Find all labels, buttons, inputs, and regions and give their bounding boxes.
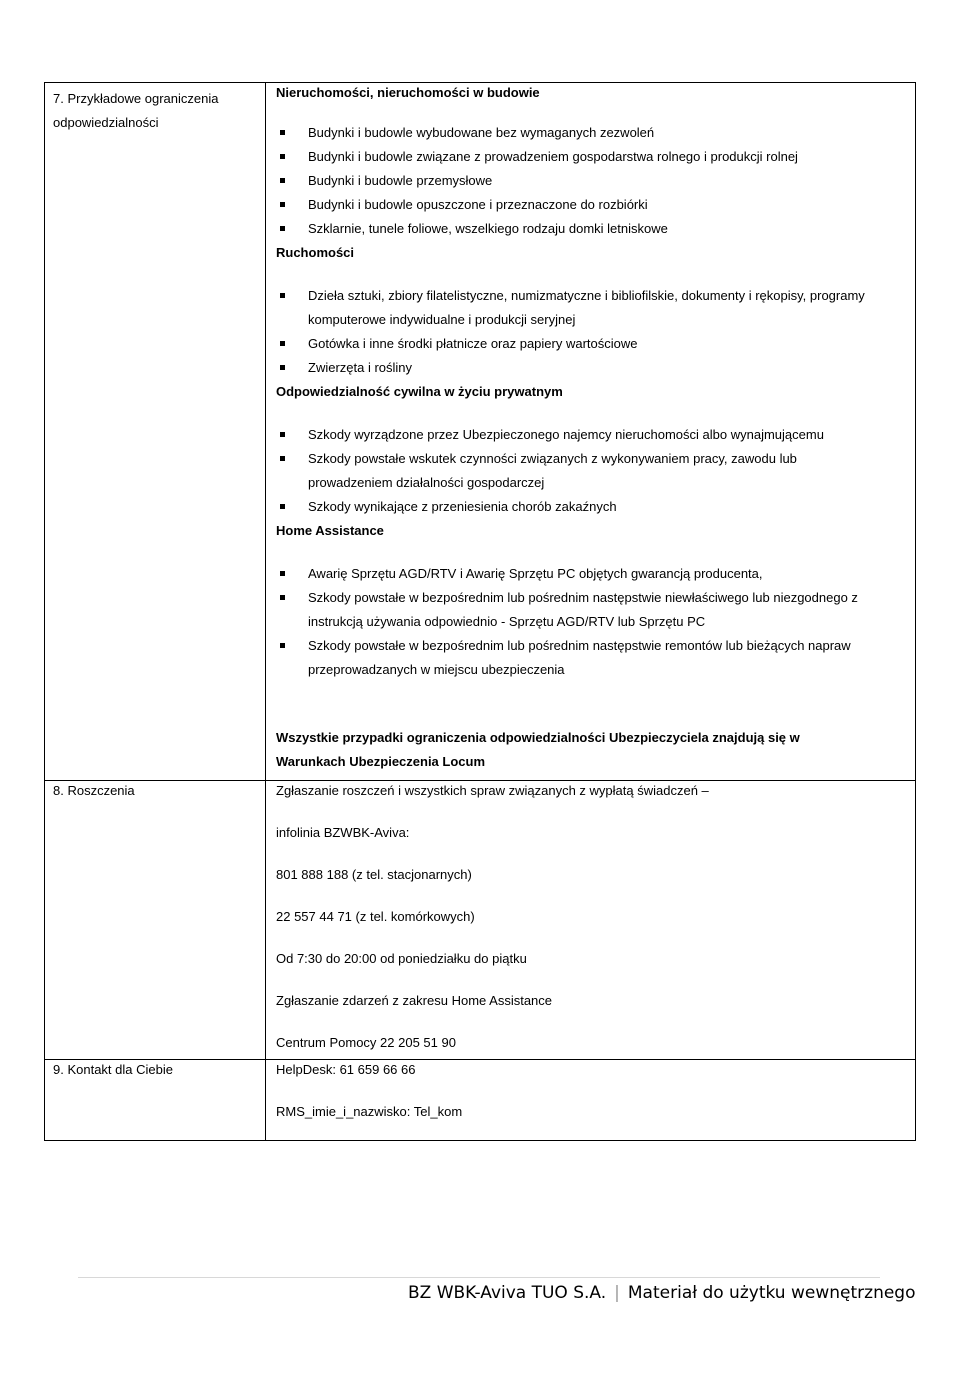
list-item-line: komputerowe indywidualne i produkcji seryjnej <box>308 312 576 327</box>
list-item-line: prowadzeniem działalności gospodarczej <box>308 475 545 490</box>
summary-note <box>276 726 905 780</box>
group-title: Home Assistance <box>276 523 384 538</box>
footer-separator: | <box>614 1283 620 1303</box>
section-label-line: 8. Roszczenia <box>53 783 135 798</box>
list-item <box>276 284 905 332</box>
list-item: Szklarnie, tunele foliowe, wszelkiego rodzaju domki letniskowe <box>276 217 905 241</box>
table-row-claims <box>45 781 916 1060</box>
claims-help-center: Centrum Pomocy 22 205 51 90 <box>276 1035 456 1050</box>
list-item <box>276 586 905 634</box>
list-item <box>276 447 905 495</box>
section-label-contact <box>45 1060 266 1141</box>
list-item: Budynki i budowle opuszczone i przeznaczone do rozbiórki <box>276 193 905 217</box>
list-item <box>276 634 905 682</box>
table-row-contact <box>45 1060 916 1141</box>
helpdesk-line: HelpDesk: 61 659 66 66 <box>276 1062 416 1077</box>
list-item: Awarię Sprzętu AGD/RTV i Awarię Sprzętu PC objętych gwarancją producenta, <box>276 562 905 586</box>
section-label-line: odpowiedzialności <box>53 115 159 130</box>
section-content-claims <box>266 781 916 1060</box>
claims-phone-landline: 801 888 188 (z tel. stacjonarnych) <box>276 867 472 882</box>
list-item-line: Szkody powstałe w bezpośrednim lub pośrednim następstwie remontów lub bieżących napraw <box>308 638 851 653</box>
list-item-line: przeprowadzanych w miejscu ubezpieczenia <box>308 662 565 677</box>
list-item: Szkody wyrządzone przez Ubezpieczonego najemcy nieruchomości albo wynajmującemu <box>276 423 905 447</box>
footer-divider <box>78 1277 880 1278</box>
section-content-contact <box>266 1060 916 1141</box>
claims-line: infolinia BZWBK-Aviva: <box>276 825 410 840</box>
list-item-line: instrukcją używania odpowiednio - Sprzętu AGD/RTV lub Sprzętu PC <box>308 614 706 629</box>
claims-line: Zgłaszanie zdarzeń z zakresu Home Assistance <box>276 993 553 1008</box>
list-item: Budynki i budowle wybudowane bez wymaganych zezwoleń <box>276 121 905 145</box>
list-item: Budynki i budowle związane z prowadzeniem gospodarstwa rolnego i produkcji rolnej <box>276 145 905 169</box>
section-label-line: 7. Przykładowe ograniczenia <box>53 91 219 106</box>
page-footer <box>408 1281 916 1305</box>
table-row-limits <box>45 83 916 781</box>
footer-company: BZ WBK-Aviva TUO S.A. <box>408 1283 607 1303</box>
section-content-limits <box>266 83 916 781</box>
claims-line: Zgłaszanie roszczeń i wszystkich spraw związanych z wypłatą świadczeń – <box>276 783 709 798</box>
list-item: Gotówka i inne środki płatnicze oraz papiery wartościowe <box>276 332 905 356</box>
section-label-line: 9. Kontakt dla Ciebie <box>53 1062 173 1077</box>
group-title: Nieruchomości, nieruchomości w budowie <box>276 85 540 100</box>
group-title: Ruchomości <box>276 245 355 260</box>
document-table <box>44 82 916 1141</box>
summary-line: Wszystkie przypadki ograniczenia odpowiedzialności Ubezpieczyciela znajdują się w <box>276 730 800 745</box>
summary-line: Warunkach Ubezpieczenia Locum <box>276 754 486 769</box>
list-item: Budynki i budowle przemysłowe <box>276 169 905 193</box>
list-item: Szkody wynikające z przeniesienia chorób zakaźnych <box>276 495 905 519</box>
bullet-list <box>276 284 905 380</box>
section-label-claims <box>45 781 266 1060</box>
bullet-list <box>276 423 905 519</box>
list-item-line: Szkody powstałe wskutek czynności związanych z wykonywaniem pracy, zawodu lub <box>308 451 797 466</box>
bullet-list <box>276 121 905 241</box>
group-title: Odpowiedzialność cywilna w życiu prywatnym <box>276 384 563 399</box>
list-item-line: Dzieła sztuki, zbiory filatelistyczne, numizmatyczne i bibliofilskie, dokumenty i rękopisy, programy <box>308 288 865 303</box>
bullet-list <box>276 562 905 682</box>
section-label-limits <box>45 83 266 781</box>
footer-note: Materiał do użytku wewnętrznego <box>627 1283 916 1303</box>
rms-contact-line: RMS_imie_i_nazwisko: Tel_kom <box>276 1104 463 1119</box>
claims-hours: Od 7:30 do 20:00 od poniedziałku do piątku <box>276 951 527 966</box>
list-item-line: Szkody powstałe w bezpośrednim lub pośrednim następstwie niewłaściwego lub niezgodnego z <box>308 590 858 605</box>
list-item: Zwierzęta i rośliny <box>276 356 905 380</box>
claims-phone-mobile: 22 557 44 71 (z tel. komórkowych) <box>276 909 475 924</box>
